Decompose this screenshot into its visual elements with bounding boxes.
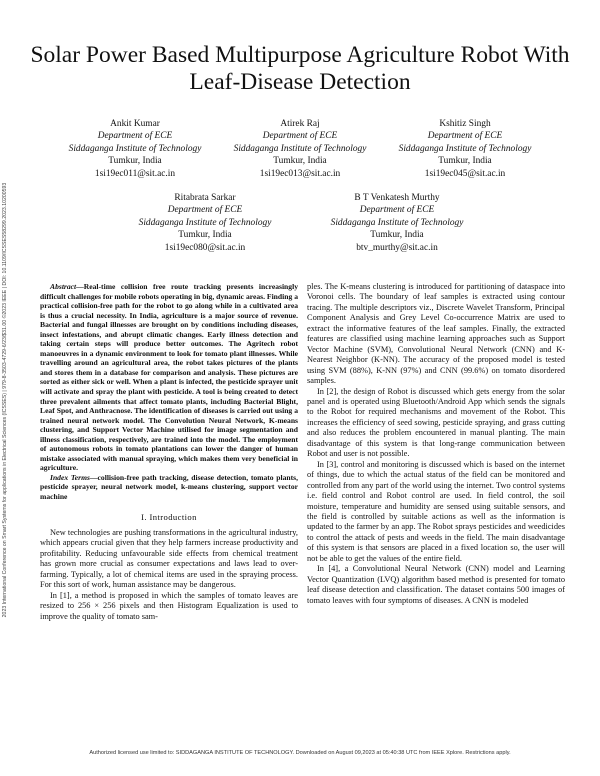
intro-paragraph-1: New technologies are pushing transformations in the agricultural industry, which appears crucial given that they help farmers increase productivity and profitability. Reducing unfavourable side effects from chemical treatment has grown more crucial as consumer expectations and laws lead to over-farming. Typically, a lot of chemical items are used in the spraying process. For this sort of work, human assistance may be dangerous. [40,528,298,590]
abstract-label: Abstract [50,282,77,291]
section-heading-introduction: I. Introduction [141,511,197,522]
author-inst: Siddaganga Institute of Technology [233,143,367,154]
abstract-text: —Real-time collision free route tracking presents increasingly difficult challenges for mobile robots operating in big, dynamic areas. Finding a practical collision-free path for the robot to go along while in a cultivated area is thus a crucial necessity. In India, agriculture is a major source of revenue. Bacterial and fungal illnesses are brought on by conditions including diseases, insect infestations, and abrupt climatic changes. Early illness detection and taking certain steps will produce better outcomes. The Agritech robot manoeuvres in a dynamic environment to look for tomato plant illnesses. While travelling around an agricultural area, the robot takes pictures of the plants and stores them in a database for comparison and analysis. These pictures are sorted as either sick or well. When a plant is infected, the pesticide sprayer unit will activate and spray the plant with pesticide. A tool is being created to detect three prevalent ailments that affect tomato plants, including Bacterial Blight, Leaf Spot, and Anthracnose. The identification of diseases is carried out using a trained neural network model. The Convolution Neural Network, K-means clustering, and Support Vector Machine utilised for image segmentation and illness classification, respectively, are trained into the model. The employment of autonomous robots in tomato plantations can lower the danger of human mistake associated with manual spraying, which makes them very beneficial in agriculture. [40,282,298,473]
side-doi-text: 2023 International Conference on Smart Systems for applications in Electrical Sciences (ICSSES) | 979-8-3503-4729-6/23/$31.00 ©2023 IEEE | DOI: 10.1109/ICSSES58299.2023.10200593 [2,182,8,618]
author-block-3 [370,118,560,180]
author-email: 1si19ec011@sit.ac.in [94,168,176,179]
author-block-2 [205,118,395,180]
author-block-1 [40,118,230,180]
author-inst: Siddaganga Institute of Technology [330,217,464,228]
abstract-paragraph [40,282,298,473]
author-name: Kshitiz Singh [439,119,491,129]
side-doi-strip [0,120,12,680]
author-name: B T Venkatesh Murthy [354,193,440,203]
right-paragraph-3: In [3], control and monitoring is discussed which is based on the internet of things, due to which the actual status of the field can be monitored and controlled from any part of the world using the internet. Two control systems i.e. field control and Robot control are used. In field control, the soil moisture, temperature and humidity are sensed using suitable sensors, and the field is controlled by suitable actions as well as the information is updated to the farmer by an app. The Robot sprays pesticides and weedicides to control the attack of pests and weeds in the field. The main disadvantage of this system is that sensors are placed in a fixed location so, the user will not be able to get the values of the entire field. [307,459,565,563]
index-terms-text: —collision-free path tracking, disease detection, tomato plants, pesticide sprayer, neural network model, k-means clustering, support vector machine [40,472,299,502]
author-city: Tumkur, India [178,230,232,241]
author-email: 1si19ec080@sit.ac.in [164,242,246,253]
author-email: 1si19ec045@sit.ac.in [424,168,506,179]
intro-paragraph-2: In [1], a method is proposed in which the samples of tomato leaves are resized to 256 × 256 pixels and then Histogram Equalization is used to improve the quality of tomato sam- [40,590,298,621]
left-column [40,282,298,622]
index-terms-label: Index Terms [50,472,90,482]
right-paragraph-2: In [2], the design of Robot is discussed which gets energy from the solar panel and is operated using Bluetooth/Android App which sends the signals to the Robot for required mechanisms and movement of the Robot. This increases the efficiency of seed sowing, pesticide spraying, and grass cutting and also reduces the problem encountered in manual planting. The main disadvantage of this system is that long-range communication between Robot and user is not possible. [307,386,565,459]
author-city: Tumkur, India [370,230,424,241]
author-dept: Department of ECE [262,131,338,142]
footer-license-notice: Authorized licensed use limited to: SIDDAGANGA INSTITUTE OF TECHNOLOGY. Downloaded on August 09,2023 at 05:40:38 UTC from IEEE Xplore. Restrictions apply. [89,750,511,756]
author-dept: Department of ECE [167,205,243,216]
author-city: Tumkur, India [273,156,327,167]
paper-title: Solar Power Based Multipurpose Agriculture Robot With Leaf-Disease Detection [30,42,570,95]
author-name: Ankit Kumar [110,119,160,129]
author-dept: Department of ECE [359,205,435,216]
author-dept: Department of ECE [427,131,503,142]
author-dept: Department of ECE [97,131,173,142]
author-inst: Siddaganga Institute of Technology [138,217,272,228]
author-block-4 [110,192,300,254]
author-email: btv_murthy@sit.ac.in [356,242,438,253]
author-inst: Siddaganga Institute of Technology [398,143,532,154]
right-column [307,282,565,606]
right-paragraph-4: In [4], a Convolutional Neural Network (CNN) model and Learning Vector Quantization (LVQ) algorithm based method is presented for tomato leaf disease detection and classification. The dataset contains 500 images of tomato leaves with four symptoms of diseases. A CNN is modeled [307,564,565,605]
author-email: 1si19ec013@sit.ac.in [259,168,341,179]
author-inst: Siddaganga Institute of Technology [68,143,202,154]
author-name: Atirek Raj [280,119,320,129]
author-name: Ritabrata Sarkar [174,193,236,203]
index-terms-paragraph [40,473,298,502]
right-paragraph-1: ples. The K-means clustering is introduced for partitioning of dataspace into Voronoi cells. The boundary of leaf samples is extracted using contour tracing. The multiple descriptors viz., Discrete Wavelet Transform, Principal Component Analysis and Grey Level Co-occurrence Matrix are used to extract the informative features of the leaf samples. Finally, the extracted features are classified using machine learning approaches such as Support Vector Machine (SVM), Convolutional Neural Network (CNN) and K-Nearest Neighbor (K-NN). The accuracy of the proposed model is tested using SVM (88%), K-NN (97%) and CNN (99.6%) on tomato disordered samples. [307,282,565,386]
author-city: Tumkur, India [108,156,162,167]
author-city: Tumkur, India [438,156,492,167]
author-block-5 [302,192,492,254]
